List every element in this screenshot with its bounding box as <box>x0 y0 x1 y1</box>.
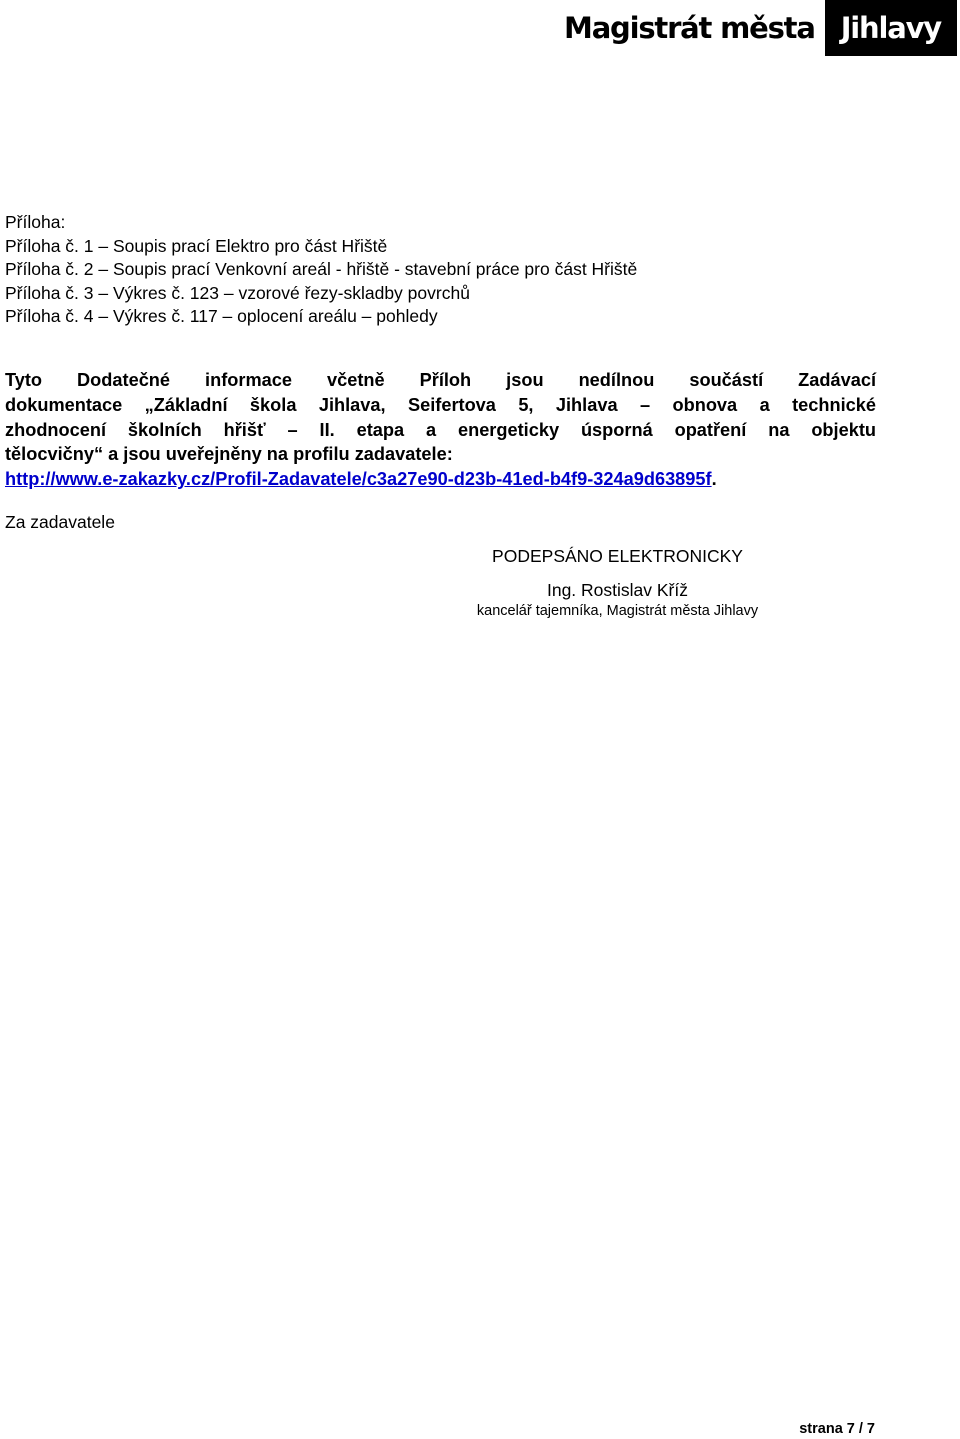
attachments-heading: Příloha: <box>5 212 66 232</box>
paragraph-line: zhodnocení školních hřišť – II. etapa a energeticky úsporná opatření na objektu <box>5 419 876 440</box>
statement-paragraph <box>5 368 876 492</box>
attachment-item: Příloha č. 3 – Výkres č. 123 – vzorové řezy-skladby povrchů <box>5 282 470 303</box>
profile-link-line <box>5 467 876 492</box>
signatory-name: Ing. Rostislav Kříž <box>546 580 689 600</box>
link-suffix: . <box>711 469 717 490</box>
for-contracting-authority: Za zadavatele <box>5 512 115 532</box>
paragraph-line: Tyto Dodatečné informace včetně Příloh jsou nedílnou součástí Zadávací <box>5 370 876 390</box>
signatory-role: kancelář tajemníka, Magistrát města Jihlavy <box>476 603 759 619</box>
paragraph-line: dokumentace „Základní škola Jihlava, Seifertova 5, Jihlava – obnova a technické <box>5 394 876 415</box>
attachment-item: Příloha č. 4 – Výkres č. 117 – oplocení areálu – pohledy <box>5 306 438 327</box>
signed-electronically: PODEPSÁNO ELEKTRONICKY <box>492 546 743 566</box>
paragraph-line: tělocvičny“ a jsou uveřejněny na profilu zadavatele: <box>5 444 453 465</box>
attachments-list <box>5 211 637 329</box>
attachment-item: Příloha č. 1 – Soupis prací Elektro pro část Hřiště <box>5 235 388 256</box>
logo-text-magistrat: Magistrát města <box>564 11 815 45</box>
profile-link[interactable]: http://www.e-zakazky.cz/Profil-Zadavatele/c3a27e90-d23b-41ed-b4f9-324a9d63895f <box>5 469 712 490</box>
attachment-item: Příloha č. 2 – Soupis prací Venkovní areál - hřiště - stavební práce pro část Hřiště <box>5 259 638 280</box>
page-number: strana 7 / 7 <box>799 1421 875 1437</box>
logo-text-jihlavy: Jihlavy <box>825 0 957 56</box>
city-logo <box>564 0 957 56</box>
